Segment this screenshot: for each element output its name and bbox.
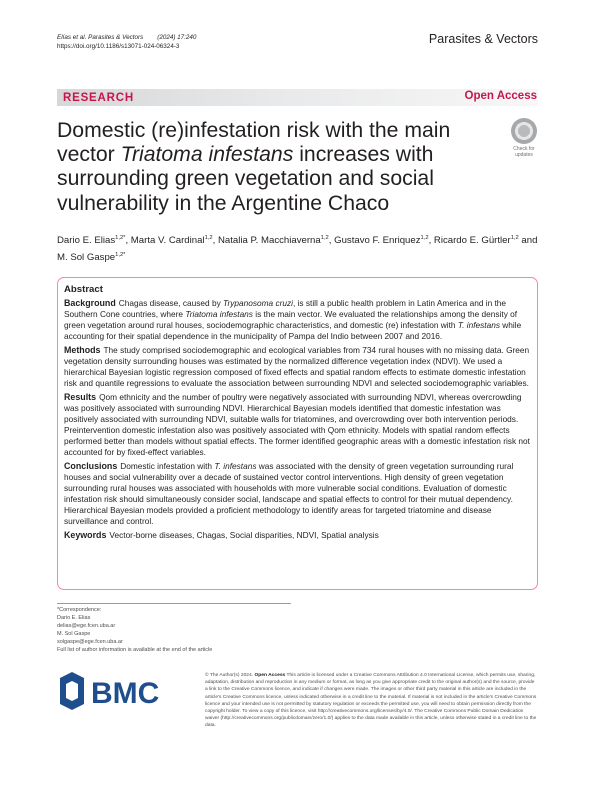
author-separator: , <box>125 235 131 247</box>
keywords-text: Vector-borne diseases, Chagas, Social disparities, NDVI, Spatial analysis <box>109 530 379 540</box>
license-text <box>205 672 537 730</box>
abstract-conclusions <box>64 461 532 527</box>
corr-heading: *Correspondence: <box>57 607 102 613</box>
background-label: Background <box>64 298 116 308</box>
background-italic-3: T. infestans <box>457 320 500 330</box>
methods-label: Methods <box>64 345 101 355</box>
corr-email-2[interactable]: solgaspe@ege.fcen.uba.ar <box>57 639 123 646</box>
citation-authors: Elías et al. <box>57 34 87 41</box>
author-affiliation: 1,2 <box>204 235 213 241</box>
license-body: This article is licensed under a Creative Commons Attribution 4.0 International License, which permits use, sharing, adaptation, distribution and reproduction in any medium or format, as long as you give appropriate credit to the original author(s) and the source, provide a link to the Creative Commons licence, and indicate if changes were made. The images or other third party material in this article are included in the article's Creative Commons licence, unless indicated otherwise in a credit line to the material. If material is not included in the article's Creative Commons licence and your intended use is not permitted by statutory regulation or exceeds the permitted use, you will need to obtain permission directly from the copyright holder. To view a copy of this licence, visit http://creativecommons.org/licenses/by/4.0/. The Creative Commons Public Domain Dedication waiver (http://creativecommons.org/publicdomain/zero/1.0/) applies to the data made available in this article, unless otherwise stated in a credit line to the data. <box>205 673 537 729</box>
keywords-label: Keywords <box>64 530 107 540</box>
corr-email-1[interactable]: delias@ege.fcen.uba.ar <box>57 623 116 630</box>
author-name[interactable]: Dario E. Elias <box>57 235 116 247</box>
corr-author-2: M. Sol Gaspe <box>57 631 91 638</box>
conclusions-text-2: was associated with the density of green vegetation surrounding rural houses and social vulnerability over a decade of sustained vector control interventions. High density of green vegetation surrounding rural houses was associated with households with more vulnerable social conditions. Evaluation of domestic infestation risk should simultaneously consider social, landscape and spatial effects to control for their mutual dependency. Hierarchical Bayesian models provided a proficient methodology to identify areas for targeted triatomine and disease surveillance and control. <box>64 461 514 526</box>
license-open-access: Open Access <box>254 673 286 678</box>
citation <box>57 33 196 51</box>
check-updates-icon <box>511 118 537 144</box>
citation-year: (2024) 17:240 <box>157 34 197 41</box>
author-affiliation: 1,2* <box>115 252 126 259</box>
abstract-heading: Abstract <box>64 284 103 295</box>
author-name[interactable]: M. Sol Gaspe <box>57 252 116 264</box>
background-text-1: Chagas disease, caused by <box>118 298 224 308</box>
section-label: RESEARCH <box>63 92 134 104</box>
abstract-background <box>64 298 532 342</box>
check-updates-line2: updates <box>515 152 533 158</box>
author-name[interactable]: Ricardo E. Gürtler <box>433 235 511 247</box>
corr-author-1: Dario E. Elias <box>57 615 91 622</box>
background-text-4: while accounting for their spatial dependence in the municipality of Pampa del Indio between 2007 and 2016. <box>64 320 522 341</box>
title-italic: Triatoma infestans <box>120 143 294 167</box>
author-name[interactable]: Gustavo F. Enriquez <box>334 235 421 247</box>
title-part1: Domestic (re)infestation risk with the main vector <box>57 119 451 167</box>
author-affiliation: 1,2 <box>510 235 519 241</box>
abstract-keywords <box>64 530 532 541</box>
background-italic-2: Triatoma infestans <box>185 309 253 319</box>
conclusions-text-1: Domestic infestation with <box>120 461 215 471</box>
license-prefix: © The Author(s) 2024. <box>205 673 255 678</box>
background-italic-1: Trypanosoma cruzi <box>223 298 293 308</box>
conclusions-italic-1: T. infestans <box>214 461 257 471</box>
corr-note: Full list of author information is available at the end of the article <box>57 647 213 654</box>
conclusions-label: Conclusions <box>64 461 118 471</box>
author-separator: , <box>428 235 434 247</box>
author-separator: and <box>518 235 538 247</box>
correspondence <box>57 606 212 655</box>
background-text-2: , is still a public health problem in Latin America and in the Southern Cone countries, where <box>64 298 507 319</box>
author-separator: , <box>328 235 335 247</box>
results-label: Results <box>64 392 97 402</box>
check-updates-line1: Check for <box>513 146 535 152</box>
results-text: Qom ethnicity and the number of poultry were negatively associated with surrounding NDVI, whereas overcrowding was positively associated with surrounding NDVI. Hierarchical Bayesian models identified that domestic infestation was positively associated with surrounding NDVI, suitable walls for triatomines, and overcrowding over both intervention periods. Preintervention domestic infestation also was positively associated with Qom ethnicity. Models with spatial random effects performed better than models without spatial effects. The former identified geographic areas with a domestic infestation risk not accounted for by fixed-effect variables. <box>64 392 530 457</box>
methods-text: The study comprised sociodemographic and ecological variables from 734 rural houses with no missing data. Green vegetation density surrounding houses was estimated by the normalized difference vegetation index (NDVI). We used a hierarchical Bayesian logistic regression composed of fixed effects and spatial random effects to estimate domestic infestation risk and quantile regressions to evaluate the association between surrounding NDVI and selected sociodemographic variables. <box>64 345 530 388</box>
article-title <box>57 119 497 216</box>
journal-name: Parasites & Vectors <box>428 32 538 46</box>
bmc-hexagon-inner-icon <box>66 681 78 701</box>
citation-journal: Parasites & Vectors <box>88 34 144 41</box>
doi-link[interactable]: https://doi.org/10.1186/s13071-024-06324-3 <box>57 43 180 50</box>
background-text-3: is the main vector. We evaluated the relationships among the density of green vegetation around rural houses, sociodemographic characteristics, and domestic (re) infestation with <box>64 309 518 330</box>
footnote-rule <box>57 603 291 604</box>
author-name[interactable]: Marta V. Cardinal <box>130 235 205 247</box>
author-list <box>57 231 538 266</box>
abstract-methods <box>64 345 532 389</box>
abstract-results <box>64 392 532 458</box>
author-affiliation: 1,2 <box>420 235 429 241</box>
title-part2: increases with surrounding green vegetation and social vulnerability in the Argentine Chaco <box>57 143 434 215</box>
author-separator: , <box>212 235 218 247</box>
bmc-wordmark: BMC <box>91 677 160 710</box>
check-for-updates[interactable] <box>508 118 540 158</box>
abstract <box>64 284 532 544</box>
author-name[interactable]: Natalia P. Macchiaverna <box>217 235 321 247</box>
author-affiliation: 1,2* <box>115 235 126 241</box>
bmc-logo <box>57 672 177 710</box>
author-affiliation: 1,2 <box>320 235 329 241</box>
open-access-label: Open Access <box>464 90 537 102</box>
